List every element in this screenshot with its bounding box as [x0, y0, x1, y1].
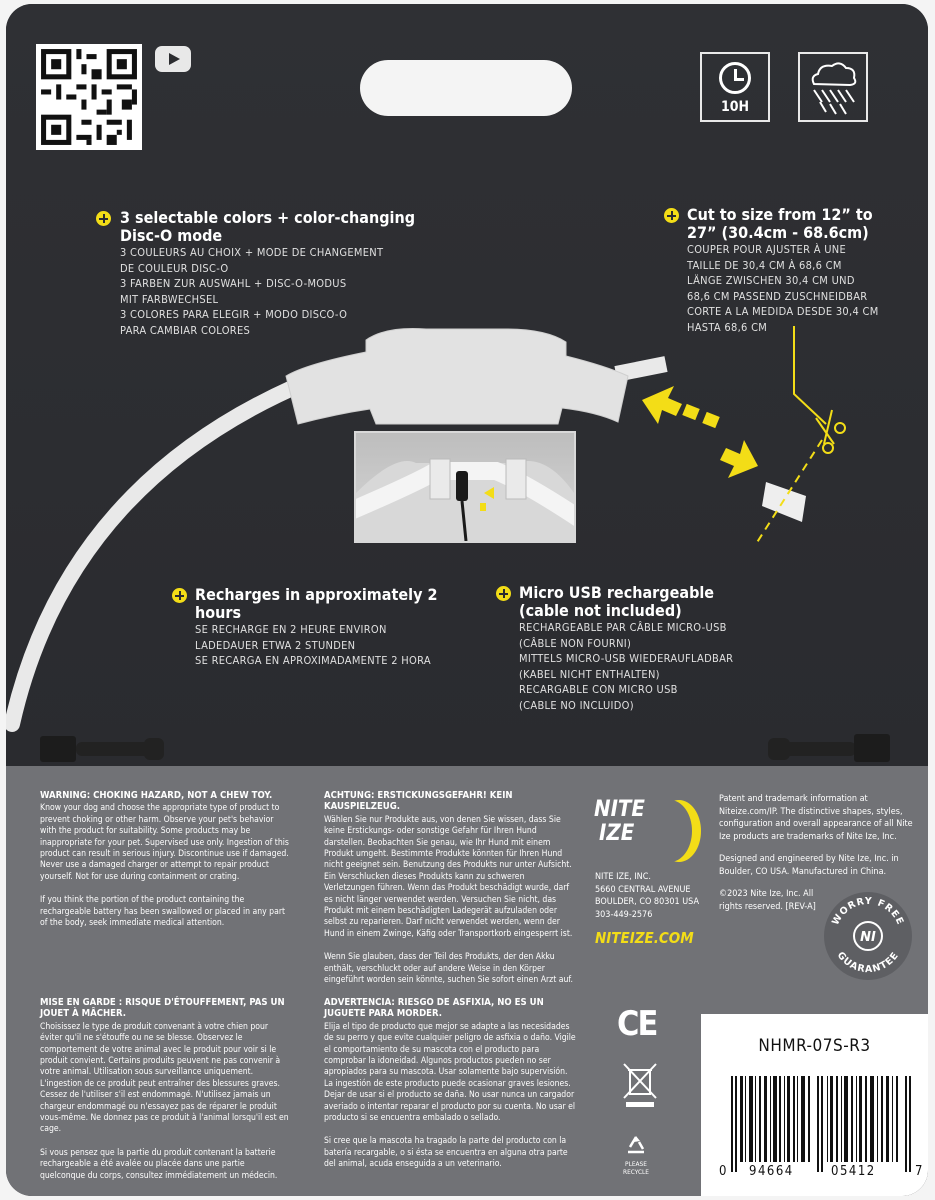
- upc-barcode[interactable]: [731, 1076, 911, 1176]
- warning-es-body: Elija el tipo de producto que mejor se adapte a las necesidades de su perro y que evite cualquier peligro de asfixia o daño. Vigile el comportamiento de su mascota con el producto para comprobar la idoneidad. Algunos productos pueden no ser apropiados para su mascota. Usar solamente bajo supervisión. La ingestión de este producto puede ocasionar graves lesiones. Dejar de usar si el producto se daña. No usar nunca un cargador averiado o intentar reparar el producto por su cuenta. No usar el producto si se encuentra embalado o sellado.: [324, 1021, 576, 1124]
- feature-colors: [120, 209, 420, 338]
- warning-fr-body: Choisissez le type de produit convenant à votre chien pour éviter qu'il ne s'étouffe ou ne se blesse. Observez le comportement de votre animal avec le produit pour voir si le produit convient. Certains produits peuvent ne pas convenir à votre animal. Utilisation sous surveillance uniquement. L'ingestion de ce produit peut entraîner des blessures graves. Cessez de l'utiliser s'il est endommagé. N'utilisez jamais un chargeur endommagé ou n'essayez pas de réparer le produit vous-même. Ne donnez pas ce produit à l'animal lorsqu'il est en cage.: [40, 1021, 289, 1135]
- barcode-digit-left: 0: [719, 1164, 728, 1179]
- warning-fr-heading: MISE EN GARDE : RISQUE D'ÉTOUFFEMENT, PAS UN JOUET À MÂCHER.: [40, 997, 285, 1020]
- feature-cut-line: COUPER POUR AJUSTER À UNE: [687, 243, 847, 256]
- plus-icon: [172, 588, 187, 603]
- address-line: BOULDER, CO 80301 USA: [595, 897, 700, 907]
- warning-en-battery: If you think the portion of the product containing the rechargeable battery has been swallowed or placed in any part of the body, seek immediate medical attention.: [40, 895, 286, 929]
- feature-cut-line: 68,6 CM PASSEND ZUSCHNEIDBAR: [687, 289, 868, 303]
- warning-en-body: Know your dog and choose the appropriate type of product to prevent choking or other harm. Observe your pet's behavior with the product for suitability. Some products may be inappropriate for your pet. Supervised use only. Ingestion of this product can result in serious injury. Discontinue use if damaged. Never use a damaged charger or attempt to repair product yourself. Not for use during containment or crating.: [40, 803, 289, 882]
- legal-designed: Designed and engineered by Nite Ize, Inc. in Boulder, CO USA. Manufactured in China.: [719, 854, 899, 877]
- feature-recharge-title: Recharges in approximately 2 hours: [195, 585, 438, 622]
- warning-de-body: Wählen Sie nur Produkte aus, von denen Sie wissen, dass Sie keine Erstickungs- oder sonstige Gefahr für Ihren Hund darstellen. Beobachten Sie genau, wie Ihr Hund mit einem Produkt umgeht. Bestimmte Produkte könnten für Ihren Hund nicht geeignet sein. Benutzung des Produkts nur unter Aufsicht. Ein Verschlucken dieses Produkts kann zu schweren Verletzungen führen. Wenn das Produkt beschädigt wurde, darf es nicht länger verwendet werden. Versuchen Sie nicht, das Produkt mit einem beschädigten Ladegerät aufzuladen oder selbst zu reparieren. Darf nicht verwendet werden, wenn der Hund in einem Zwinge, Käfig oder Transportkorb eingesperrt ist.: [324, 814, 573, 939]
- feature-cut-line: CORTE A LA MEDIDA DESDE 30,4 CM: [687, 305, 879, 318]
- usb-port-photo: [354, 431, 576, 543]
- warning-de-battery: Wenn Sie glauben, dass der Teil des Produkts, der den Akku enthält, verschluckt oder auf andere Weise in den Körper eingeführt worden sein könnte, suchen Sie sofort einen Arzt auf.: [324, 952, 573, 986]
- guarantee-bottom-text: GUARANTEE: [834, 949, 902, 976]
- feature-micro-usb: [519, 584, 749, 713]
- recycle-mark: [616, 1134, 656, 1176]
- feature-usb-line: (KABEL NICHT ENTHALTEN): [519, 667, 660, 681]
- feature-usb-line: (CABLE NO INCLUIDO): [519, 698, 634, 712]
- feature-usb-line: RECHARGEABLE PAR CÂBLE MICRO-USB: [519, 621, 727, 634]
- warning-de-heading: ACHTUNG: ERSTICKUNGSGEFAHR! KEIN KAUSPIELZEUG.: [324, 790, 513, 813]
- warning-en-heading: WARNING: CHOKING HAZARD, NOT A CHEW TOY.: [40, 790, 273, 801]
- feature-usb-line: RECARGABLE CON MICRO USB: [519, 683, 678, 696]
- guarantee-mark: NI: [860, 930, 876, 945]
- feature-recharge: [195, 586, 475, 669]
- logo-line-1: NITE: [594, 797, 645, 822]
- feature-colors-line: 3 COULEURS AU CHOIX + MODE DE CHANGEMENT: [120, 246, 384, 259]
- sku-number: NHMR-07S-R3: [758, 1036, 871, 1056]
- feature-recharge-line: LADEDAUER ETWA 2 STUNDEN: [195, 638, 356, 652]
- barcode-group-1: 94664: [749, 1164, 794, 1179]
- address-line: NITE IZE, INC.: [595, 872, 651, 882]
- feature-cut-title: Cut to size from 12” to 27” (30.4cm - 68.6cm): [687, 205, 873, 242]
- legal-patent: Patent and trademark information at Niteize.com/IP. The distinctive shapes, styles, configuration and overall appearance of all Nite Ize products are trademarks of Nite Ize, Inc.: [719, 794, 913, 842]
- company-address: [595, 871, 699, 921]
- feature-colors-title: 3 selectable colors + color-changing Disc-O mode: [120, 208, 416, 245]
- cable-tie-right: [768, 732, 892, 766]
- package-back-card: [6, 4, 928, 1196]
- nite-ize-logo: [594, 799, 688, 861]
- feature-usb-line: (CÂBLE NON FOURNI): [519, 636, 632, 650]
- feature-recharge-line: SE RECHARGE EN 2 HEURE ENVIRON: [195, 623, 387, 636]
- warning-es-battery: Si cree que la mascota ha tragado la parte del producto con la batería recargable, o si ésta se encuentra en alguna otra parte del animal, acuda enseguida a un veterinario.: [324, 1136, 568, 1170]
- recycle-icon: [624, 1134, 648, 1158]
- ce-mark: CE: [617, 1004, 657, 1044]
- battery-life-label: 10H: [720, 99, 750, 115]
- warning-spanish: [324, 997, 576, 1183]
- worry-free-guarantee-seal: [822, 890, 914, 982]
- feature-colors-line: 3 FARBEN ZUR AUSWAHL + DISC-O-MODUS: [120, 277, 347, 290]
- feature-colors-line: 3 COLORES PARA ELEGIR + MODO DISCO-O: [120, 308, 348, 321]
- plus-icon: [664, 208, 679, 223]
- plus-icon: [496, 586, 511, 601]
- warning-es-heading: ADVERTENCIA: RIESGO DE ASFIXIA, NO ES UN JUGUETE PARA MORDER.: [324, 997, 544, 1020]
- feature-cut-to-size: [687, 206, 907, 335]
- barcode-digit-right: 7: [915, 1164, 924, 1179]
- address-line: 5660 CENTRAL AVENUE: [595, 884, 691, 895]
- feature-colors-line: DE COULEUR DISC-O: [120, 261, 229, 275]
- plus-icon: [96, 211, 111, 226]
- warning-fr-battery: Si vous pensez que la partie du produit contenant la batterie rechargeable a été avalée ou placée dans une partie quelconque du corps, consultez immédiatement un médecin.: [40, 1147, 278, 1181]
- warning-german: [324, 790, 576, 999]
- recycle-label: PLEASE RECYCLE: [623, 1160, 649, 1176]
- legal-copyright: ©2023 Nite Ize, Inc. All rights reserved. [REV-A]: [719, 889, 816, 912]
- weee-bin-icon: [620, 1060, 660, 1110]
- feature-cut-line: LÄNGE ZWISCHEN 30,4 CM UND: [687, 274, 855, 287]
- feature-cut-line: HASTA 68,6 CM: [687, 320, 768, 334]
- guarantee-top-text: WORRY FREE: [830, 895, 906, 928]
- warning-french: [40, 997, 292, 1194]
- address-line: 303-449-2576: [595, 909, 653, 920]
- scissors-icon: [816, 410, 845, 453]
- feature-colors-line: PARA CAMBIAR COLORES: [120, 323, 251, 337]
- feature-usb-line: MITTELS MICRO-USB WIEDERAUFLADBAR: [519, 652, 734, 665]
- website-link[interactable]: NITEIZE.COM: [595, 929, 694, 947]
- sku-barcode-panel: [701, 1014, 928, 1196]
- cable-tie-left: [40, 732, 170, 766]
- feature-cut-line: TAILLE DE 30,4 CM À 68,6 CM: [687, 258, 842, 272]
- feature-usb-title: Micro USB rechargeable (cable not included): [519, 583, 715, 620]
- warning-english: [40, 790, 292, 941]
- barcode-group-2: 05412: [831, 1164, 876, 1179]
- logo-line-2: IZE: [599, 821, 635, 846]
- feature-recharge-line: SE RECARGA EN APROXIMADAMENTE 2 HORA: [195, 654, 431, 667]
- feature-colors-line: MIT FARBWECHSEL: [120, 292, 219, 306]
